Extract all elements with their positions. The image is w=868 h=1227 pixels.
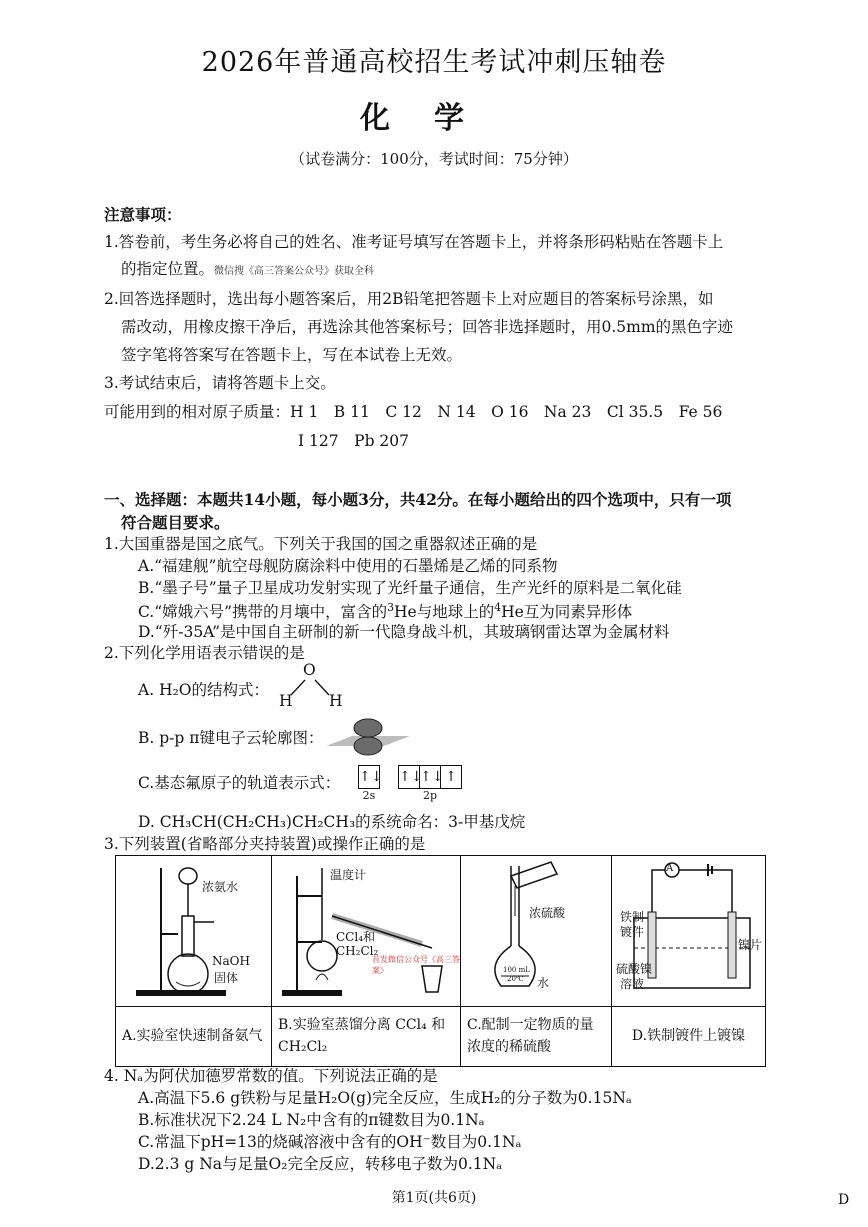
apparatus-d-caption: D.铁制镀件上镀镍	[612, 1007, 766, 1067]
label-nickel: 镍片	[738, 938, 763, 952]
label-iron: 铁制	[620, 910, 645, 924]
label-solid: 固体	[214, 971, 239, 985]
ammonia-apparatus-drawing	[116, 856, 271, 1002]
q1-option-a: A.“福建舰”航空母舰防腐涂料中使用的石墨烯是乙烯的同系物	[138, 557, 558, 575]
notice-item-1: 1.答卷前，考生务必将自己的姓名、准考证号填写在答题卡上，并将条形码粘贴在答题卡上	[104, 233, 724, 251]
label-flask-volume: 100 mL	[503, 966, 530, 974]
apparatus-c-caption: C.配制一定物质的量浓度的稀硫酸	[461, 1007, 612, 1067]
section-heading: 一、选择题：本题共14小题，每小题3分，共42分。在每小题给出的四个选项中，只有一项	[104, 490, 732, 509]
watermark-text: 微信搜《高三答案公众号》获取全科	[214, 266, 375, 277]
subject-title: 化学	[360, 101, 508, 136]
notice-item-3: 3.考试结束后，请将答题卡上交。	[104, 374, 336, 392]
apparatus-b-figure	[272, 856, 461, 1007]
label-flask-temp: 20℃	[507, 975, 524, 983]
q2-option-c: C.基态氟原子的轨道表示式：	[138, 774, 341, 792]
apparatus-c-figure	[461, 856, 612, 1007]
atomic-masses-cont: I 127 Pb 207	[298, 432, 409, 450]
label-conc-ammonia: 浓氨水	[202, 880, 239, 894]
q4-option-c: C.常温下pH=13的烧碱溶液中含有的OH⁻数目为0.1Nₐ	[138, 1133, 522, 1151]
corner-mark: D	[838, 1192, 850, 1208]
exam-title: 2026年普通高校招生考试冲刺压轴卷	[201, 47, 667, 78]
label-nickel-sulfate: 硫酸镍	[616, 962, 653, 976]
label-thermometer: 温度计	[330, 868, 367, 882]
notice-item-2: 2.回答选择题时，选出每小题答案后，用2B铅笔把答题卡上对应题目的答案标号涂黑，如	[104, 290, 714, 308]
q3-stem: 3.下列装置(省略部分夹持装置)或操作正确的是	[104, 835, 426, 853]
pp-pi-bond-diagram	[322, 716, 412, 756]
watermark-figure: 首发微信公众号《高三答案》	[372, 955, 460, 975]
water-h-atom-left: H	[279, 692, 293, 710]
apparatus-a-figure	[116, 856, 272, 1007]
volumetric-flask-drawing	[461, 856, 611, 1002]
q2-stem: 2.下列化学用语表示错误的是	[104, 644, 305, 662]
label-ch2cl2: CH₂Cl₂	[336, 944, 379, 958]
q4-stem: 4. Nₐ为阿伏加德罗常数的值。下列说法正确的是	[104, 1067, 438, 1085]
water-o-atom: O	[303, 661, 316, 679]
notice-item-2-cont: 需改动，用橡皮擦干净后，再选涂其他答案标号；回答非选择题时，用0.5mm的黑色字迹	[121, 318, 734, 336]
water-structure-formula	[275, 660, 355, 712]
q4-option-d: D.2.3 g Na与足量O₂完全反应，转移电子数为0.1Nₐ	[138, 1155, 503, 1173]
label-water: 水	[537, 976, 550, 990]
label-ccl4: CCl₄和	[336, 930, 376, 944]
section-heading-cont: 符合题目要求。	[121, 513, 230, 532]
apparatus-b-caption: B.实验室蒸馏分离 CCl₄ 和 CH₂Cl₂	[272, 1007, 461, 1067]
q4-option-b: B.标准状况下2.24 L N₂中含有的π键数目为0.1Nₐ	[138, 1111, 485, 1129]
atomic-masses: 可能用到的相对原子质量：H 1 B 11 C 12 N 14 O 16 Na 23 Cl 35.5 Fe 56	[104, 403, 723, 421]
orbital-2p-label: 2p	[422, 789, 438, 802]
ammeter-label: A	[666, 863, 674, 874]
apparatus-a-caption: A.实验室快速制备氨气	[116, 1007, 272, 1067]
exam-meta: （试卷满分：100分，考试时间：75分钟）	[290, 150, 578, 168]
orbital-2p-box: ↑↓↑↓ ↑ 2p	[398, 765, 462, 802]
label-solution: 溶液	[620, 977, 645, 991]
water-h-atom-right: H	[329, 692, 343, 710]
notice-heading: 注意事项：	[104, 205, 182, 224]
q1-stem: 1.大国重器是国之底气。下列关于我国的国之重器叙述正确的是	[104, 535, 538, 553]
label-naoh: NaOH	[212, 954, 250, 968]
q4-option-a: A.高温下5.6 g铁粉与足量H₂O(g)完全反应，生成H₂的分子数为0.15Nₐ	[138, 1089, 632, 1107]
apparatus-d-figure	[612, 856, 766, 1007]
label-workpiece: 镀件	[620, 925, 645, 939]
q1-option-c: C.“嫦娥六号”携带的月壤中，富含的$^3$He与地球上的$^4$He互为同素异形体	[138, 601, 633, 622]
page-number: 第1页(共6页)	[391, 1190, 477, 1206]
notice-item-1-cont: 的指定位置。微信搜《高三答案公众号》获取全科	[121, 260, 375, 278]
q2-option-a: A. H₂O的结构式：	[138, 681, 269, 699]
orbital-2s-label: 2s	[362, 789, 376, 802]
apparatus-table	[115, 855, 766, 1067]
orbital-2s-box: ↑↓ 2s	[358, 765, 380, 802]
label-conc-sulfuric: 浓硫酸	[529, 906, 566, 920]
notice-item-2-cont2: 签字笔将答案写在答题卡上，写在本试卷上无效。	[121, 346, 463, 364]
q2-option-d: D. CH₃CH(CH₂CH₃)CH₂CH₃的系统命名：3-甲基戊烷	[138, 813, 526, 831]
q2-option-b: B. p-p π键电子云轮廓图：	[138, 729, 324, 747]
q1-option-d: D.“歼-35A”是中国自主研制的新一代隐身战斗机，其玻璃钢雷达罩为金属材料	[138, 623, 670, 641]
q1-option-b: B.“墨子号”量子卫星成功发射实现了光纤量子通信，生产光纤的原料是二氧化硅	[138, 579, 682, 597]
